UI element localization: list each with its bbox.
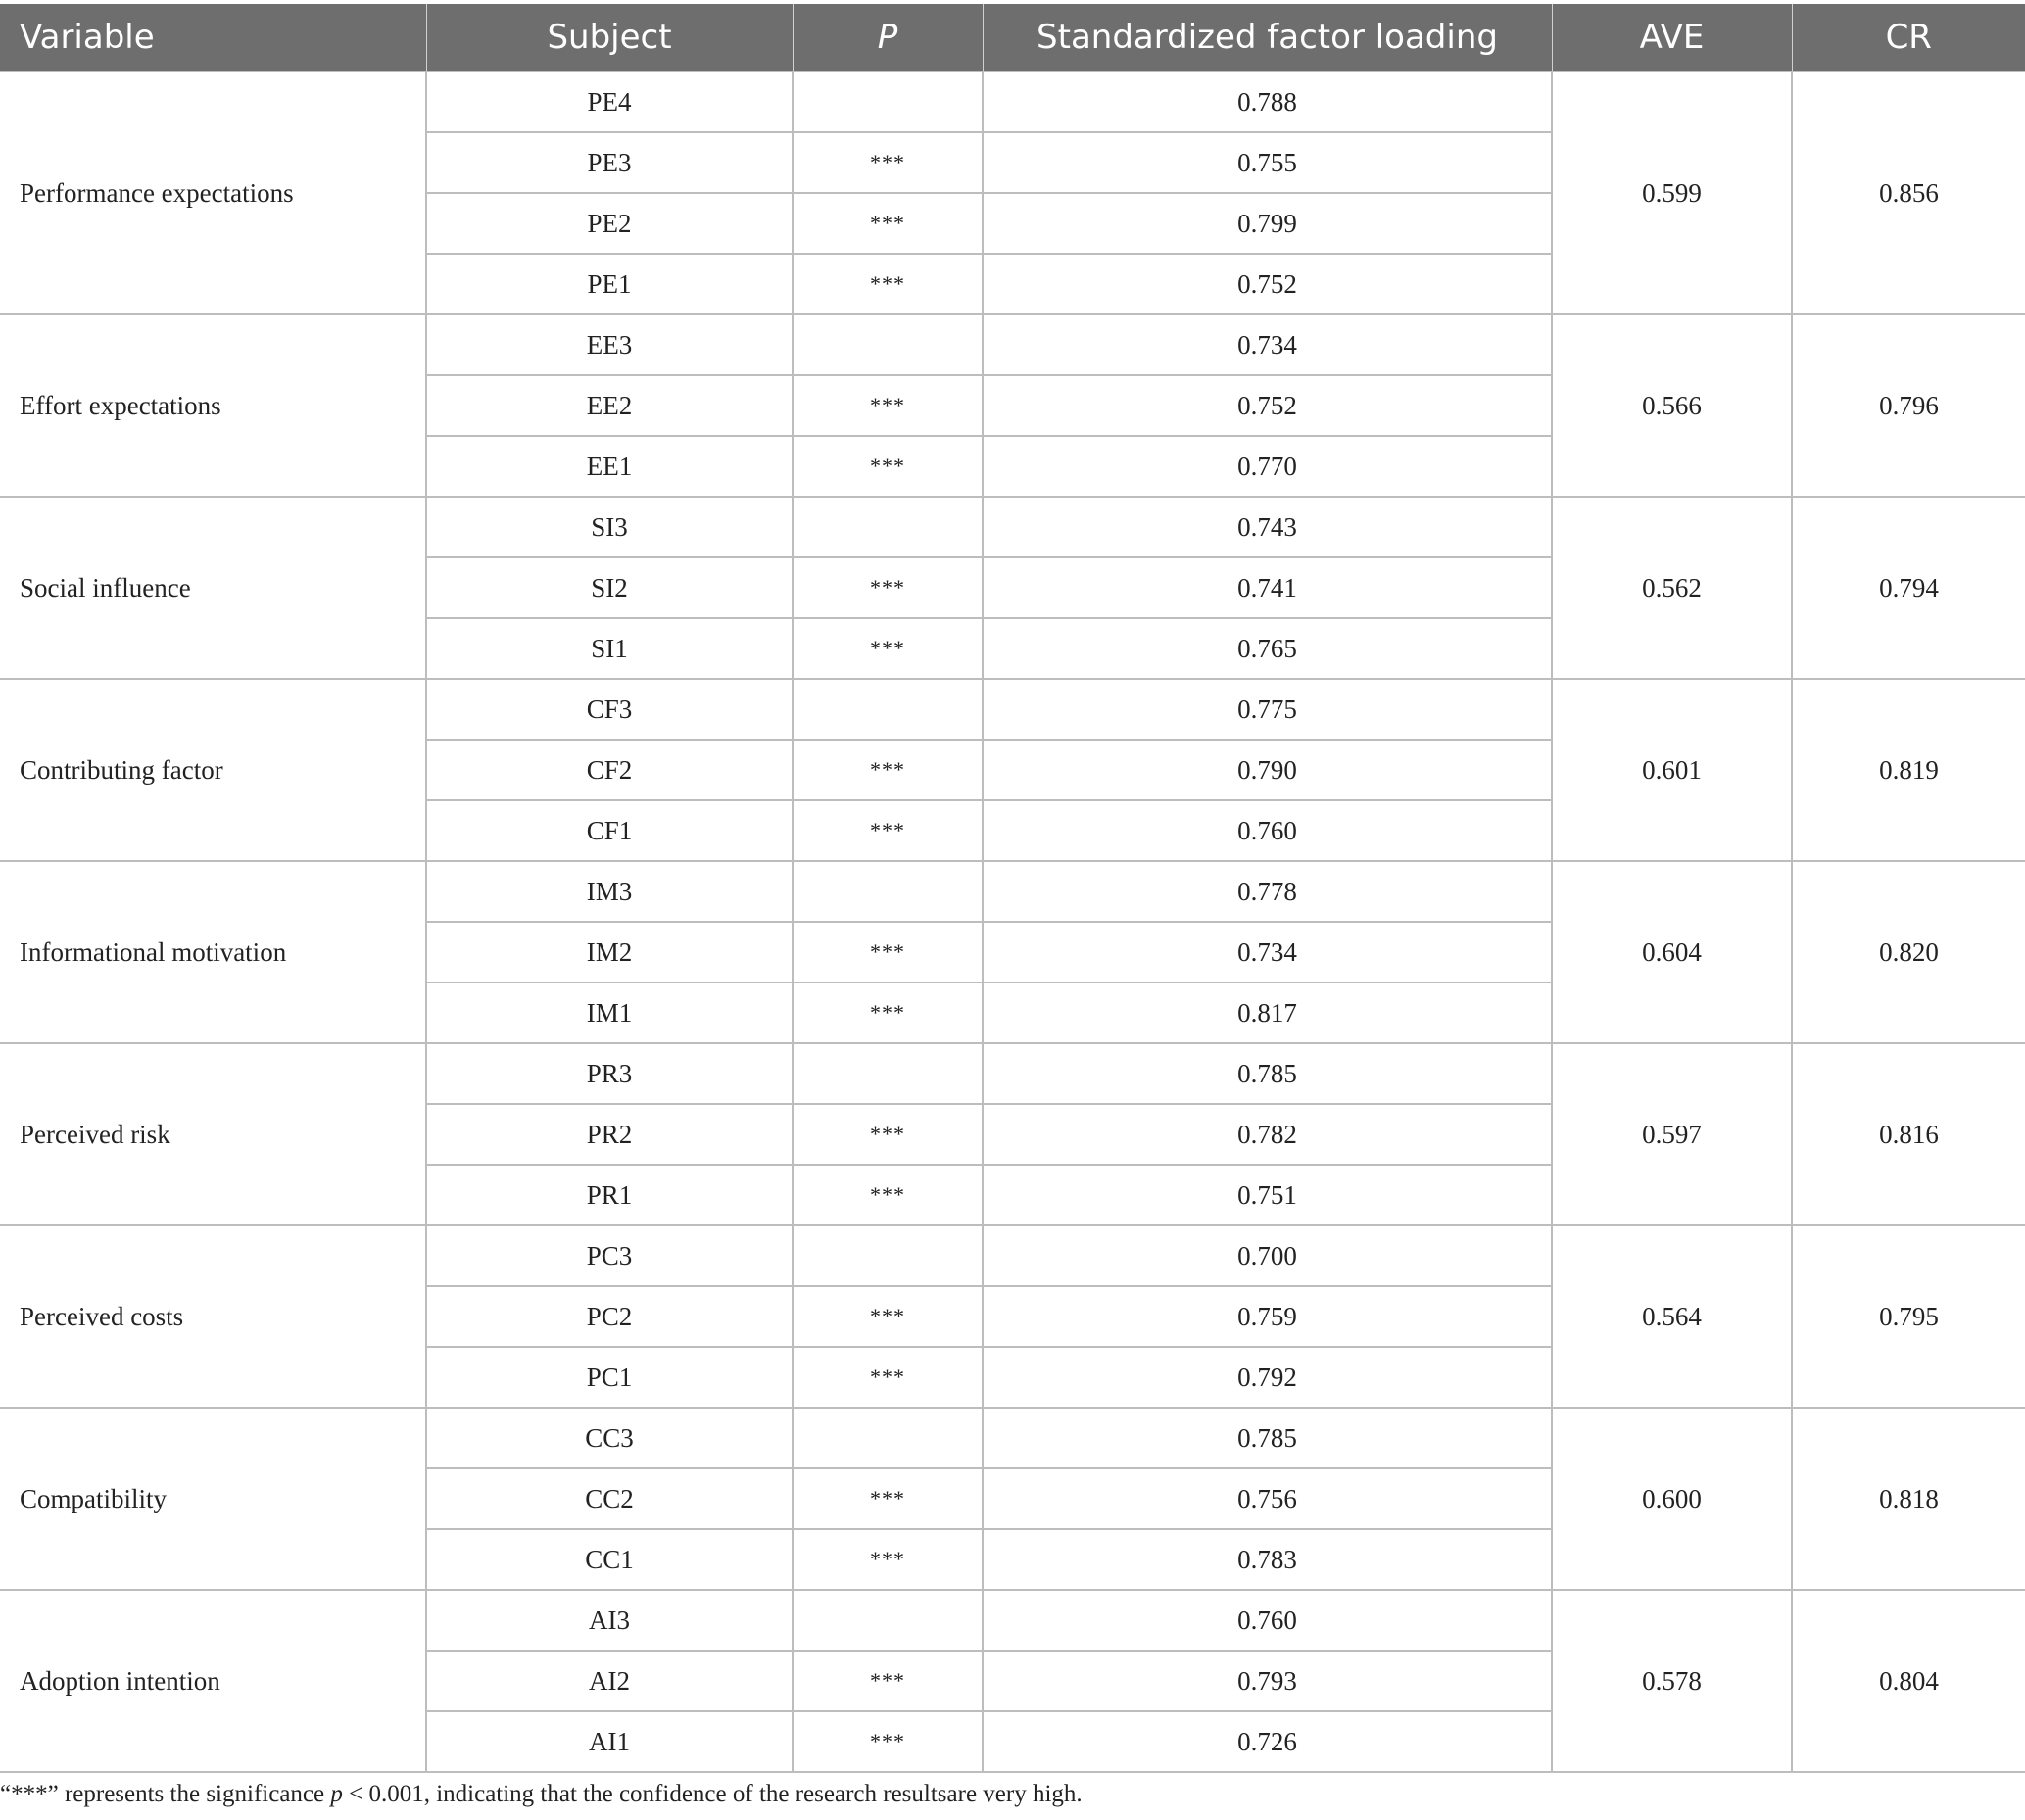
cr-cell: 0.796	[1792, 314, 2025, 497]
variable-cell: Adoption intention	[0, 1590, 426, 1772]
loading-cell: 0.778	[983, 861, 1552, 922]
table-row	[0, 861, 2025, 922]
subject-cell: SI3	[426, 497, 793, 557]
subject-cell: EE2	[426, 375, 793, 436]
subject-cell: CC3	[426, 1408, 793, 1468]
subject-cell: IM1	[426, 982, 793, 1043]
ave-cell: 0.597	[1552, 1043, 1792, 1225]
loading-cell: 0.775	[983, 679, 1552, 740]
loading-cell: 0.760	[983, 1590, 1552, 1651]
loading-cell: 0.741	[983, 557, 1552, 618]
variable-cell: Perceived risk	[0, 1043, 426, 1225]
table-row	[0, 72, 2025, 132]
p-cell: ***	[793, 982, 983, 1043]
ave-cell: 0.578	[1552, 1590, 1792, 1772]
p-cell: ***	[793, 1165, 983, 1225]
table-row	[0, 1043, 2025, 1104]
p-cell	[793, 1043, 983, 1104]
p-cell: ***	[793, 1468, 983, 1529]
cr-cell: 0.856	[1792, 72, 2025, 314]
ave-cell: 0.600	[1552, 1408, 1792, 1590]
subject-cell: PC3	[426, 1225, 793, 1286]
table-row	[0, 314, 2025, 375]
loading-cell: 0.755	[983, 132, 1552, 193]
ave-cell: 0.562	[1552, 497, 1792, 679]
p-cell: ***	[793, 557, 983, 618]
header-cr: CR	[1792, 4, 2025, 72]
p-cell: ***	[793, 132, 983, 193]
p-cell: ***	[793, 436, 983, 497]
loading-cell: 0.752	[983, 254, 1552, 314]
subject-cell: CF2	[426, 740, 793, 800]
subject-cell: PE1	[426, 254, 793, 314]
subject-cell: PE2	[426, 193, 793, 254]
p-cell	[793, 314, 983, 375]
loading-cell: 0.770	[983, 436, 1552, 497]
header-loading: Standardized factor loading	[983, 4, 1552, 72]
subject-cell: IM3	[426, 861, 793, 922]
footnote-text-1: “***” represents the significance	[0, 1781, 331, 1807]
p-cell	[793, 497, 983, 557]
p-cell: ***	[793, 922, 983, 982]
loading-cell: 0.726	[983, 1711, 1552, 1772]
header-variable: Variable	[0, 4, 426, 72]
factor-loading-table	[0, 4, 2025, 1773]
variable-cell: Informational motivation	[0, 861, 426, 1043]
footnote-text-2: < 0.001, indicating that the confidence of the research resultsare very high.	[342, 1781, 1083, 1807]
footnote-p-symbol: p	[330, 1781, 343, 1807]
p-cell	[793, 72, 983, 132]
subject-cell: AI2	[426, 1651, 793, 1711]
results-table-container	[0, 4, 2025, 1773]
variable-cell: Compatibility	[0, 1408, 426, 1590]
p-cell: ***	[793, 193, 983, 254]
ave-cell: 0.599	[1552, 72, 1792, 314]
table-row	[0, 1408, 2025, 1468]
subject-cell: EE3	[426, 314, 793, 375]
variable-cell: Effort expectations	[0, 314, 426, 497]
subject-cell: PR3	[426, 1043, 793, 1104]
p-cell	[793, 1225, 983, 1286]
p-cell: ***	[793, 1286, 983, 1347]
p-cell: ***	[793, 1104, 983, 1165]
loading-cell: 0.760	[983, 800, 1552, 861]
variable-cell: Social influence	[0, 497, 426, 679]
subject-cell: EE1	[426, 436, 793, 497]
ave-cell: 0.564	[1552, 1225, 1792, 1408]
p-cell	[793, 861, 983, 922]
p-cell: ***	[793, 1347, 983, 1408]
ave-cell: 0.601	[1552, 679, 1792, 861]
p-cell	[793, 679, 983, 740]
cr-cell: 0.795	[1792, 1225, 2025, 1408]
loading-cell: 0.792	[983, 1347, 1552, 1408]
subject-cell: SI1	[426, 618, 793, 679]
cr-cell: 0.818	[1792, 1408, 2025, 1590]
p-cell: ***	[793, 618, 983, 679]
variable-cell: Performance expectations	[0, 72, 426, 314]
loading-cell: 0.734	[983, 922, 1552, 982]
subject-cell: AI1	[426, 1711, 793, 1772]
loading-cell: 0.799	[983, 193, 1552, 254]
header-ave: AVE	[1552, 4, 1792, 72]
loading-cell: 0.752	[983, 375, 1552, 436]
p-cell: ***	[793, 1529, 983, 1590]
subject-cell: PC1	[426, 1347, 793, 1408]
variable-cell: Contributing factor	[0, 679, 426, 861]
variable-cell: Perceived costs	[0, 1225, 426, 1408]
loading-cell: 0.783	[983, 1529, 1552, 1590]
ave-cell: 0.604	[1552, 861, 1792, 1043]
subject-cell: AI3	[426, 1590, 793, 1651]
loading-cell: 0.700	[983, 1225, 1552, 1286]
table-row	[0, 1225, 2025, 1286]
table-row	[0, 1590, 2025, 1651]
subject-cell: CC1	[426, 1529, 793, 1590]
cr-cell: 0.794	[1792, 497, 2025, 679]
subject-cell: PR2	[426, 1104, 793, 1165]
table-footnote	[0, 1781, 1083, 1808]
subject-cell: PC2	[426, 1286, 793, 1347]
p-cell: ***	[793, 1711, 983, 1772]
loading-cell: 0.743	[983, 497, 1552, 557]
subject-cell: PR1	[426, 1165, 793, 1225]
subject-cell: CF1	[426, 800, 793, 861]
table-row	[0, 679, 2025, 740]
table-body	[0, 72, 2025, 1772]
ave-cell: 0.566	[1552, 314, 1792, 497]
loading-cell: 0.759	[983, 1286, 1552, 1347]
loading-cell: 0.756	[983, 1468, 1552, 1529]
subject-cell: IM2	[426, 922, 793, 982]
subject-cell: CC2	[426, 1468, 793, 1529]
header-subject: Subject	[426, 4, 793, 72]
p-cell: ***	[793, 740, 983, 800]
loading-cell: 0.765	[983, 618, 1552, 679]
subject-cell: PE3	[426, 132, 793, 193]
p-cell: ***	[793, 254, 983, 314]
p-cell: ***	[793, 1651, 983, 1711]
loading-cell: 0.734	[983, 314, 1552, 375]
cr-cell: 0.820	[1792, 861, 2025, 1043]
table-header-row	[0, 4, 2025, 72]
loading-cell: 0.793	[983, 1651, 1552, 1711]
p-cell	[793, 1408, 983, 1468]
cr-cell: 0.819	[1792, 679, 2025, 861]
table-row	[0, 497, 2025, 557]
loading-cell: 0.790	[983, 740, 1552, 800]
subject-cell: SI2	[426, 557, 793, 618]
header-p: P	[793, 4, 983, 72]
p-cell	[793, 1590, 983, 1651]
p-cell: ***	[793, 375, 983, 436]
subject-cell: CF3	[426, 679, 793, 740]
cr-cell: 0.816	[1792, 1043, 2025, 1225]
loading-cell: 0.751	[983, 1165, 1552, 1225]
loading-cell: 0.785	[983, 1043, 1552, 1104]
p-cell: ***	[793, 800, 983, 861]
loading-cell: 0.788	[983, 72, 1552, 132]
loading-cell: 0.817	[983, 982, 1552, 1043]
loading-cell: 0.785	[983, 1408, 1552, 1468]
loading-cell: 0.782	[983, 1104, 1552, 1165]
cr-cell: 0.804	[1792, 1590, 2025, 1772]
subject-cell: PE4	[426, 72, 793, 132]
